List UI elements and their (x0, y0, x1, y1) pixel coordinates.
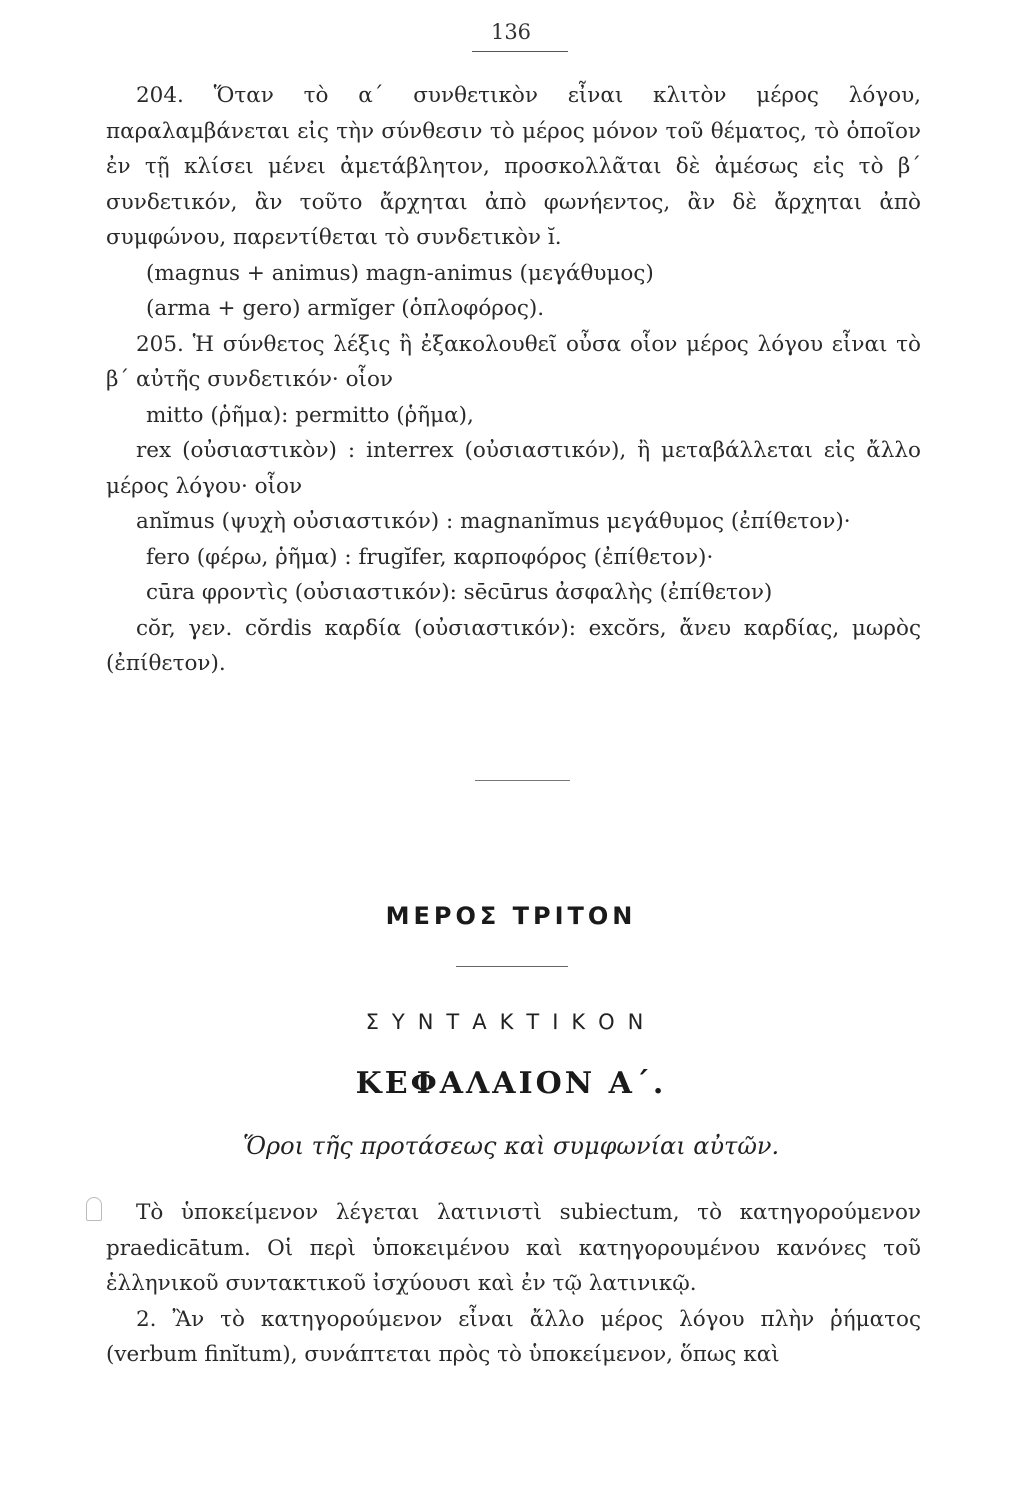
paragraph-204: 204. Ὅταν τὸ α΄ συνθετικὸν εἶναι κλιτὸν μέρος λόγου, παραλαμβάνεται εἰς τὴν σύνθεσιν τὸ μέρος μόνον τοῦ θέματος, τὸ ὁποῖον ἐν τῇ κλίσει μένει ἀμετάβλητον, προσκολλᾶται δὲ ἀμέσως εἰς τὸ β΄ συνδετικόν, ἂν τοῦτο ἄρχηται ἀπὸ φωνήεντος, ἂν δὲ ἄρχηται ἀπὸ συμφώνου, παρεντίθεται τὸ συνδετικὸν ĭ. (106, 83, 921, 250)
chapter-title: ΚΕΦΑΛΑΙΟΝ Α΄. (355, 1066, 667, 1101)
chapter-subtitle: Ὅροι τῆς προτάσεως καὶ συμφωνίαι αὐτῶν. (242, 1132, 780, 1160)
example-excors: cŏr, γεν. cŏrdis καρδία (οὐσιαστικόν): excŏrs, ἄνευ καρδίας, μωρὸς (ἐπίθετον). (106, 615, 921, 676)
example-securus: cūra φροντὶς (οὐσιαστικόν): sēcūrus ἀσφαλὴς (ἐπίθετον) (146, 580, 773, 605)
example-magnanimus-adj: anĭmus (ψυχὴ οὐσιαστικόν) : magnanĭmus μεγάθυμος (ἐπίθετον)· (136, 509, 851, 534)
part-title: ΜΕΡΟΣ ΤΡΙΤΟΝ (385, 902, 637, 930)
example-interrex: rex (οὐσιαστικὸν) : interrex (οὐσιαστικόν), ἢ μεταβάλλεται εἰς ἄλλο μέρος λόγου· οἷον (106, 438, 921, 499)
paragraph-2: 2. Ἂν τὸ κατηγορούμενον εἶναι ἄλλο μέρος λόγου πλὴν ῥήματος (verbum finĭtum), συνάπτεται πρὸς τὸ ὑποκείμενον, ὅπως καὶ (106, 1306, 921, 1367)
section-title: ΣΥΝΤΑΚΤΙΚΟΝ (365, 1010, 657, 1034)
example-armiger: (arma + gero) armĭger (ὁπλοφόρος). (146, 296, 545, 321)
page-number-rule (472, 51, 568, 52)
page-number: 136 (490, 20, 532, 44)
example-permitto: mitto (ῥῆμα): permitto (ῥῆμα), (146, 402, 474, 428)
paragraph-1: Τὸ ὑποκείμενον λέγεται λατινιστὶ subiectum, τὸ κατηγορούμενον praedicātum. Οἱ περὶ ὑποκειμένου καὶ κατηγορουμένου κανόνες τοῦ ἑλληνικοῦ συντακτικοῦ ἰσχύουσι καὶ ἐν τῷ λατινικῷ. (106, 1200, 921, 1296)
chapter-body (106, 1195, 921, 1373)
section-204-205 (106, 78, 921, 682)
paragraph-205: 205. Ἡ σύνθετος λέξις ἢ ἐξακολουθεῖ οὖσα οἷον μέρος λόγου εἶναι τὸ β΄ αὐτῆς συνδετικόν· οἷον (106, 331, 921, 392)
section-divider (475, 780, 570, 781)
part-title-rule (456, 966, 568, 967)
margin-pencil-mark (86, 1197, 102, 1221)
example-magnanimus: (magnus + animus) magn-animus (μεγάθυμος) (146, 260, 654, 286)
example-frugifer: fero (φέρω, ῥῆμα) : frugĭfer, καρποφόρος (ἐπίθετον)· (146, 544, 714, 570)
